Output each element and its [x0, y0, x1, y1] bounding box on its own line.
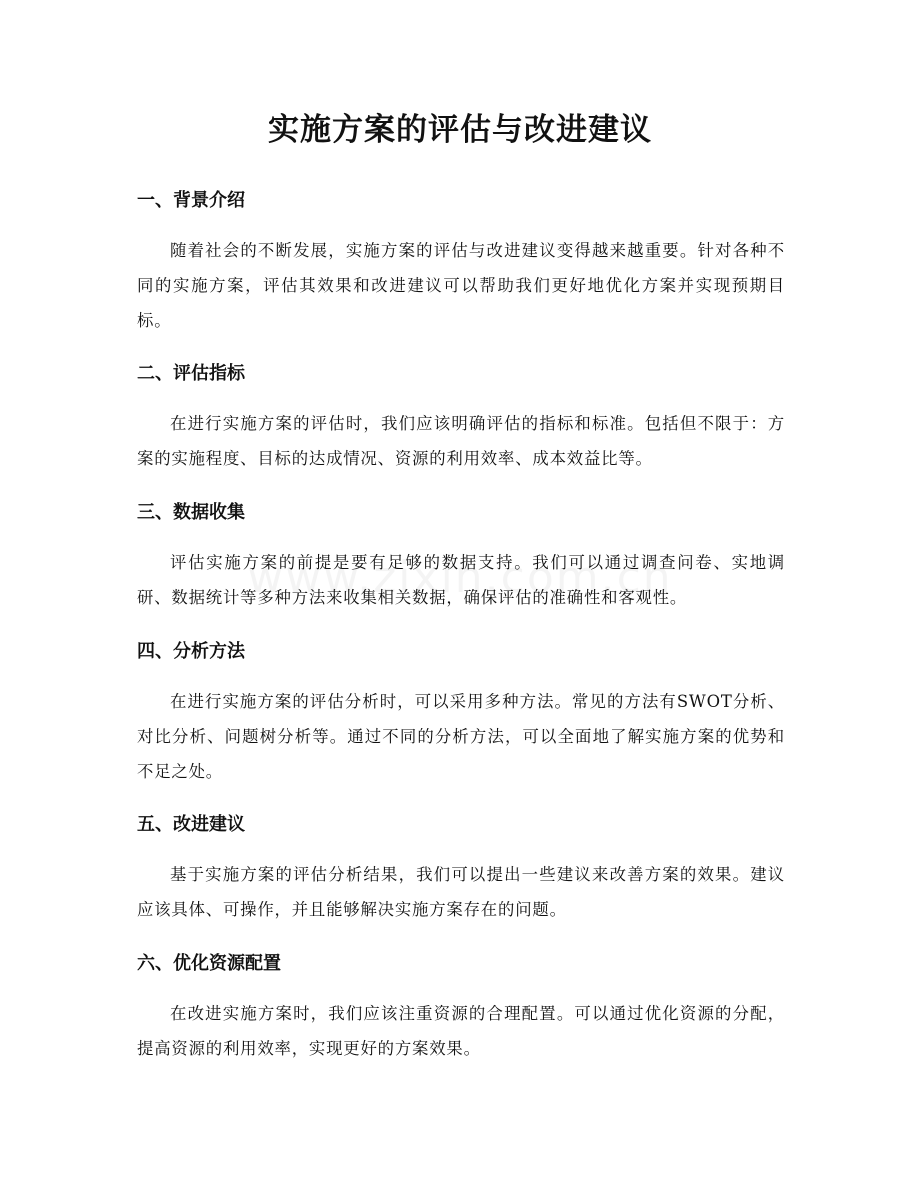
section-resource-optimization	[137, 952, 785, 1066]
section-paragraph: 评估实施方案的前提是要有足够的数据支持。我们可以通过调查问卷、实地调研、数据统计等多种方法来收集相关数据，确保评估的准确性和客观性。	[137, 553, 785, 607]
section-improvement-suggestions	[137, 813, 785, 927]
section-heading: 五、改进建议	[137, 814, 245, 835]
section-heading: 一、背景介绍	[137, 190, 245, 211]
section-heading: 三、数据收集	[137, 502, 245, 523]
section-paragraph: 基于实施方案的评估分析结果，我们可以提出一些建议来改善方案的效果。建议应该具体、可操作，并且能够解决实施方案存在的问题。	[137, 865, 785, 919]
section-heading: 六、优化资源配置	[137, 953, 281, 974]
section-background	[137, 189, 785, 338]
section-evaluation-metrics	[137, 362, 785, 476]
section-heading: 二、评估指标	[137, 363, 245, 384]
section-paragraph: 在进行实施方案的评估时，我们应该明确评估的指标和标准。包括但不限于：方案的实施程度、目标的达成情况、资源的利用效率、成本效益比等。	[137, 414, 785, 468]
section-paragraph: 在进行实施方案的评估分析时，可以采用多种方法。常见的方法有SWOT分析、对比分析、问题树分析等。通过不同的分析方法，可以全面地了解实施方案的优势和不足之处。	[137, 692, 785, 781]
section-paragraph: 随着社会的不断发展，实施方案的评估与改进建议变得越来越重要。针对各种不同的实施方案，评估其效果和改进建议可以帮助我们更好地优化方案并实现预期目标。	[137, 241, 785, 330]
section-analysis-methods	[137, 640, 785, 789]
section-paragraph: 在改进实施方案时，我们应该注重资源的合理配置。可以通过优化资源的分配，提高资源的利用效率，实现更好的方案效果。	[137, 1004, 785, 1058]
section-heading: 四、分析方法	[137, 641, 245, 662]
document-title: 实施方案的评估与改进建议	[268, 112, 652, 148]
section-data-collection	[137, 501, 785, 615]
